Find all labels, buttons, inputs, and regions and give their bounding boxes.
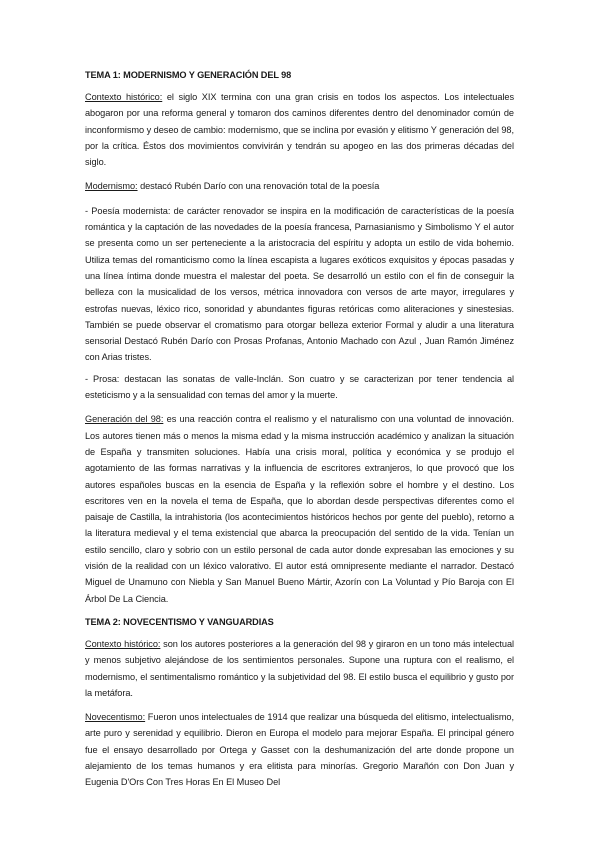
novecentismo-paragraph (85, 709, 514, 790)
prosa-paragraph: - Prosa: destacan las sonatas de valle-Inclán. Son cuatro y se caracterizan por tener tendencia al esteticismo y a la sensualidad con temas del amor y la muerte. (85, 373, 514, 401)
generacion-98-paragraph (85, 411, 514, 607)
tema1-title: TEMA 1: MODERNISMO Y GENERACIÓN DEL 98 (85, 70, 292, 80)
generacion-98-text: es una reacción contra el realismo y el naturalismo con una voluntad de innovación. Los autores tienen más o menos la misma edad y la misma instrucción académico y analizan la situación de España y transmiten soluciones. Había una crisis moral, política y económica y se produjo el agotamiento de las formas narrativas y la influencia de escritores extranjeros, lo que provocó que los autores españoles buscas en la esencia de España y la reflexión sobre el hombre y el destino. Los escritores ven en la novela el tema de España, que lo abordan desde perspectivas diferentes como el paisaje de Castilla, la intrahistoria (los acontecimientos históricos hechos por gente del pueblo), retorno a la literatura medieval y el tema existencial que abarca la preocupación del sentido de la vida. Tenían un estilo sencillo, claro y sobrio con un estilo personal de cada autor donde expresaban las emociones y su visión de la realidad con un léxico valorativo. El autor está omnipresente mediante el narrador. Destacó Miguel de Unamuno con Niebla y San Manuel Bueno Mártir, Azorín con La Voluntad y Pío Baroja con El Árbol De La Ciencia. (85, 414, 514, 604)
novecentismo-text: Fueron unos intelectuales de 1914 que realizar una búsqueda del elitismo, intelectualismo, arte puro y serenidad y equilibrio. Dieron en Europa el modelo para mejorar España. El principal género fue el ensayo desarrollado por Ortega y Gasset con la deshumanización del arte donde propone un alejamiento de los temas humanos y era elitista para minorías. Gregorio Marañón con Don Juan y Eugenia D'Ors Con Tres Horas En El Museo Del (85, 712, 514, 788)
poesia-modernista-paragraph: - Poesía modernista: de carácter renovador se inspira en la modificación de características de la poesía romántica y la captación de las novedades de la poesía francesa, Parnasianismo y Simbolismo Y el autor se presenta como un ser perteneciente a la aristocracia del espíritu y adopta un estilo de vida bohemio. Utiliza temas del romanticismo como la línea escapista a lugares exóticos exquisitos y épocas pasadas y una línea íntima donde muestra el malestar del poeta. Se desarrolló un estilo con el fin de conseguir la belleza con la musicalidad de los versos, métrica innovadora con versos de arte mayor, irregulares y estrofas nuevas, léxico rico, sonoridad y abundantes figuras retóricas como aliteraciones y sinestesias. También se puede observar el cromatismo para otorgar belleza exterior Formal y aludir a una literatura sensorial Destacó Rubén Darío con Prosas Profanas, Antonio Machado con Azul , Juan Ramón Jiménez con Arias tristes. (85, 205, 514, 363)
modernismo-label: Modernismo: (85, 181, 138, 192)
modernismo-paragraph (85, 178, 514, 194)
modernismo-text: destacó Rubén Darío con una renovación total de la poesía (137, 181, 380, 192)
generacion-98-label: Generación del 98: (85, 414, 164, 425)
tema1-contexto-label: Contexto histórico: (85, 92, 163, 102)
tema1-contexto-paragraph (85, 89, 514, 170)
tema1-contexto-text: el siglo XIX termina con una gran crisis en todos los aspectos. Los intelectuales abogaron por una reforma general y tomaron dos caminos diferentes dentro del denominador común de inconformismo y deseo de cambio: modernismo, que se inclina por evasión y elitismo Y generación del 98, por la crítica. Éstos dos movimientos convivirán y tendrán su apogeo en las dos primeras décadas del siglo. (85, 92, 514, 168)
novecentismo-label: Novecentismo: (85, 712, 146, 723)
tema2-contexto-paragraph (85, 636, 514, 701)
tema2-contexto-text: son los autores posteriores a la generación del 98 y giraron en un tono más intelectual y menos subjetivo alejándose de los sentimientos personales. Supone una ruptura con el realismo, el modernismo, el sentimentalismo romántico y la subjetividad del 98. El estilo busca el equilibrio y gusto por la metáfora. (85, 638, 515, 698)
tema2-contexto-label: Contexto histórico: (85, 638, 161, 649)
tema2-title: TEMA 2: NOVECENTISMO Y VANGUARDIAS (85, 616, 274, 627)
